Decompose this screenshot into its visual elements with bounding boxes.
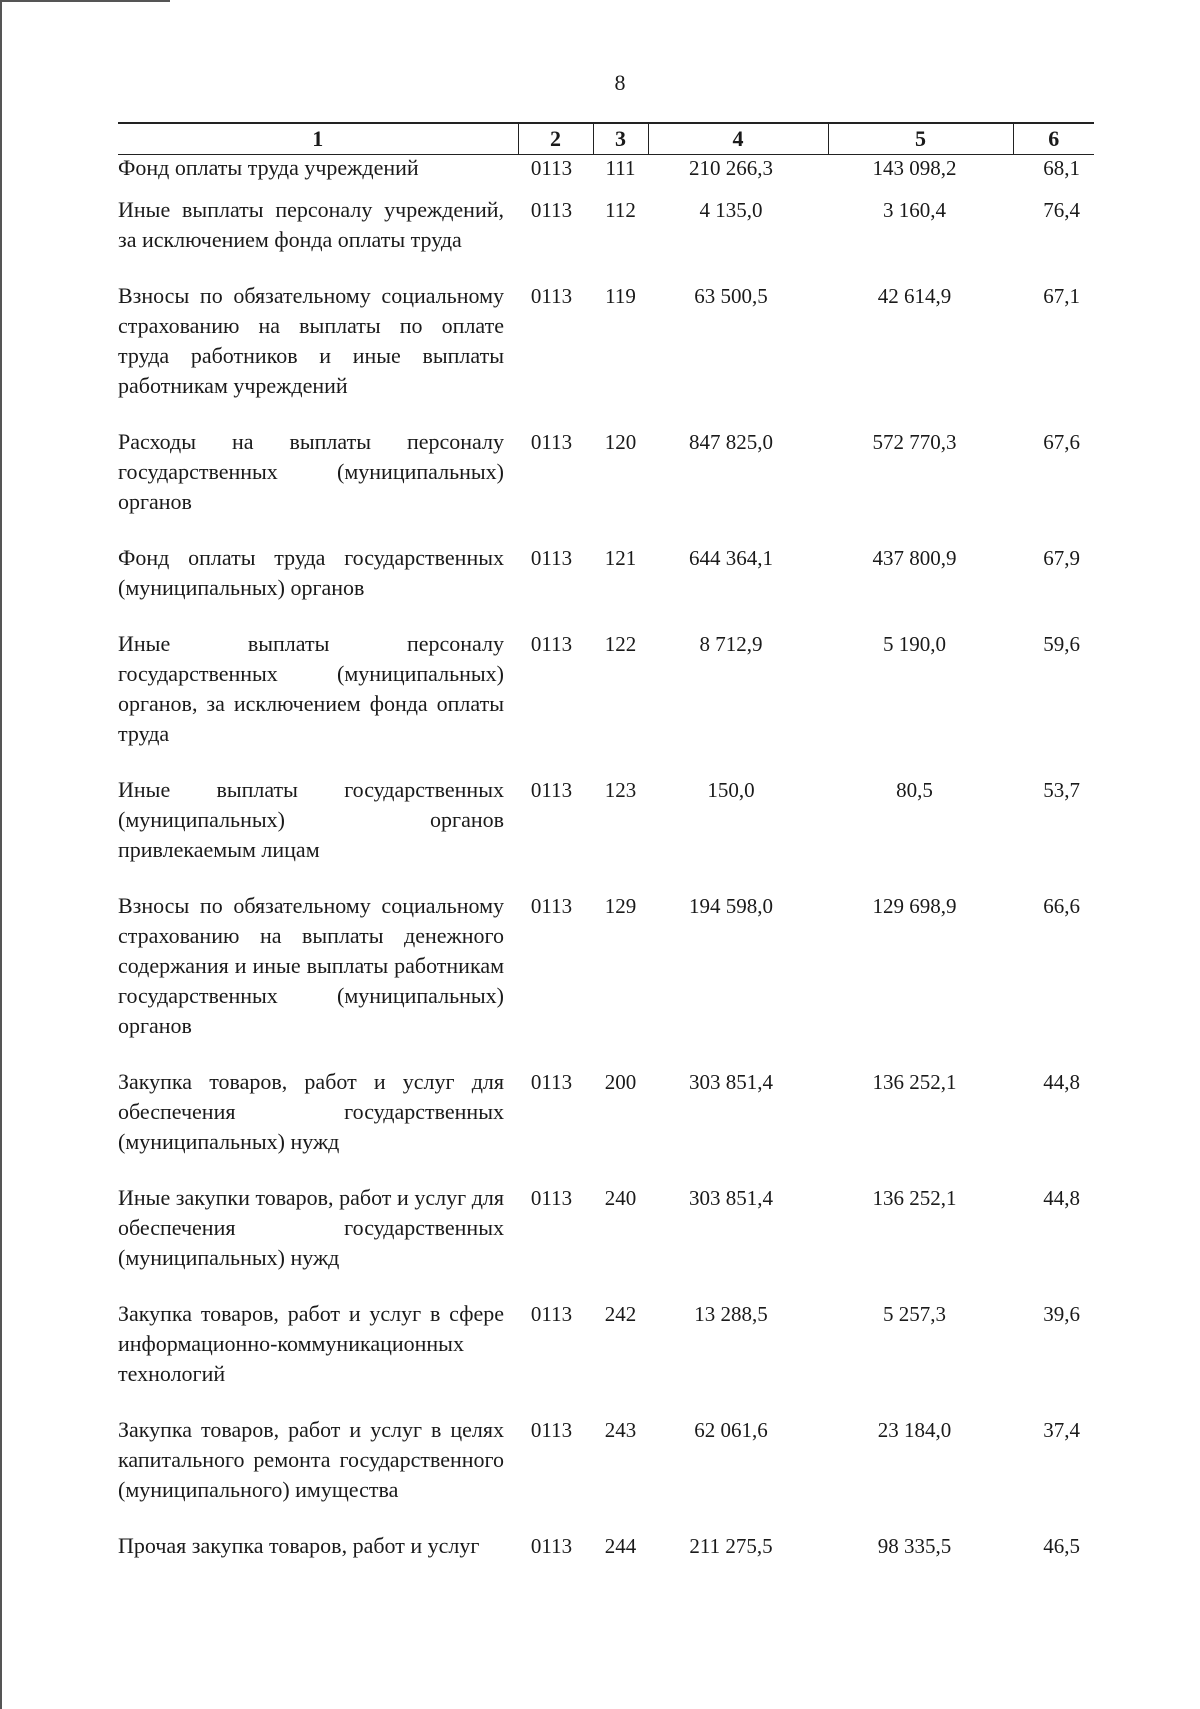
row-percent-cell <box>1013 629 1094 775</box>
row-plan-cell <box>648 195 828 281</box>
row-percent: 66,6 <box>1043 894 1080 918</box>
row-expense-type: 111 <box>605 156 636 180</box>
row-percent: 67,1 <box>1043 284 1080 308</box>
table-row <box>118 1531 1094 1587</box>
row-name: Закупка товаров, работ и услуг в сфере информационно-коммуникационных технологий <box>118 1301 504 1386</box>
row-type-cell <box>593 1299 648 1415</box>
row-percent-cell <box>1013 891 1094 1067</box>
row-section-code: 0113 <box>530 632 573 656</box>
row-section-code: 0113 <box>530 430 573 454</box>
page-number: 8 <box>614 70 626 95</box>
row-executed-cell <box>828 775 1013 891</box>
row-plan-cell <box>648 1067 828 1183</box>
row-executed-cell <box>828 1415 1013 1531</box>
scan-edge-top <box>0 0 170 2</box>
row-section-cell <box>518 427 593 543</box>
row-type-cell <box>593 1531 648 1587</box>
row-plan-amount: 62 061,6 <box>694 1418 768 1442</box>
row-percent: 76,4 <box>1043 198 1080 222</box>
row-section-cell <box>518 195 593 281</box>
row-percent-cell <box>1013 1067 1094 1183</box>
table-row <box>118 629 1094 775</box>
row-percent: 67,6 <box>1043 430 1080 454</box>
row-name-cell <box>118 1067 518 1183</box>
row-executed-amount: 129 698,9 <box>872 894 957 918</box>
row-expense-type: 200 <box>604 1070 637 1094</box>
row-section-code: 0113 <box>530 1534 573 1558</box>
row-section-code: 0113 <box>530 198 573 222</box>
row-expense-type: 120 <box>604 430 637 454</box>
header-cell-3: 3 <box>593 123 648 155</box>
row-plan-amount: 303 851,4 <box>689 1070 773 1094</box>
row-expense-type: 129 <box>604 894 637 918</box>
row-executed-amount: 5 257,3 <box>883 1302 946 1326</box>
row-section-cell <box>518 543 593 629</box>
row-plan-amount: 8 712,9 <box>699 632 763 656</box>
row-percent: 44,8 <box>1043 1186 1080 1210</box>
row-plan-amount: 13 288,5 <box>694 1302 768 1326</box>
table-row <box>118 155 1094 196</box>
row-plan-cell <box>648 543 828 629</box>
row-executed-amount: 3 160,4 <box>883 198 946 222</box>
row-section-cell <box>518 775 593 891</box>
header-cell-2: 2 <box>518 123 593 155</box>
table-row <box>118 427 1094 543</box>
row-section-code: 0113 <box>530 546 573 570</box>
row-expense-type: 242 <box>604 1302 637 1326</box>
row-expense-type: 122 <box>604 632 637 656</box>
scan-edge-left <box>0 0 2 1709</box>
row-percent: 53,7 <box>1043 778 1080 802</box>
row-expense-type: 243 <box>604 1418 637 1442</box>
row-section-cell <box>518 1183 593 1299</box>
table-row <box>118 1067 1094 1183</box>
row-section-cell <box>518 891 593 1067</box>
row-executed-cell <box>828 1531 1013 1587</box>
row-plan-amount: 847 825,0 <box>689 430 773 454</box>
row-percent-cell <box>1013 1183 1094 1299</box>
row-section-cell <box>518 1067 593 1183</box>
row-expense-type: 119 <box>605 284 636 308</box>
row-plan-cell <box>648 427 828 543</box>
row-plan-amount: 4 135,0 <box>699 198 763 222</box>
row-executed-cell <box>828 281 1013 427</box>
row-name: Фонд оплаты труда государственных (муниципальных) органов <box>118 545 504 600</box>
row-name: Прочая закупка товаров, работ и услуг <box>118 1533 480 1558</box>
table-row <box>118 1183 1094 1299</box>
row-percent: 44,8 <box>1043 1070 1080 1094</box>
row-percent: 68,1 <box>1043 156 1080 180</box>
row-plan-cell <box>648 1415 828 1531</box>
row-plan-amount: 210 266,3 <box>689 156 773 180</box>
header-cell-4: 4 <box>648 123 828 155</box>
row-name-cell <box>118 629 518 775</box>
row-name: Иные выплаты персоналу учреждений, за исключением фонда оплаты труда <box>118 197 504 252</box>
row-plan-cell <box>648 281 828 427</box>
row-name-cell <box>118 155 518 196</box>
budget-table <box>118 122 1094 1587</box>
row-name: Иные закупки товаров, работ и услуг для обеспечения государственных (муниципальных) нужд <box>118 1185 504 1270</box>
row-percent: 39,6 <box>1043 1302 1080 1326</box>
row-plan-cell <box>648 775 828 891</box>
row-percent: 67,9 <box>1043 546 1080 570</box>
row-name: Иные выплаты государственных (муниципальных) органов привлекаемым лицам <box>118 777 504 862</box>
row-section-code: 0113 <box>530 778 573 802</box>
row-plan-amount: 150,0 <box>707 778 755 802</box>
row-type-cell <box>593 629 648 775</box>
row-percent-cell <box>1013 775 1094 891</box>
row-name-cell <box>118 1531 518 1587</box>
row-expense-type: 123 <box>604 778 637 802</box>
table-row <box>118 775 1094 891</box>
table-row <box>118 1299 1094 1415</box>
row-type-cell <box>593 155 648 196</box>
row-executed-amount: 136 252,1 <box>872 1186 957 1210</box>
row-section-code: 0113 <box>530 1186 573 1210</box>
table-body <box>118 155 1094 1588</box>
row-name-cell <box>118 281 518 427</box>
row-percent-cell <box>1013 1531 1094 1587</box>
row-plan-amount: 63 500,5 <box>694 284 768 308</box>
row-percent: 37,4 <box>1043 1418 1080 1442</box>
row-executed-cell <box>828 155 1013 196</box>
row-name: Взносы по обязательному социальному страхованию на выплаты по оплате труда работников и иные выплаты работникам учреждений <box>118 283 504 398</box>
row-percent: 46,5 <box>1043 1534 1080 1558</box>
row-executed-amount: 42 614,9 <box>877 284 952 308</box>
row-plan-amount: 194 598,0 <box>689 894 773 918</box>
row-executed-amount: 437 800,9 <box>872 546 957 570</box>
row-name-cell <box>118 543 518 629</box>
row-type-cell <box>593 1067 648 1183</box>
row-plan-cell <box>648 155 828 196</box>
row-expense-type: 240 <box>604 1186 637 1210</box>
document-sheet <box>118 122 1094 1587</box>
row-type-cell <box>593 281 648 427</box>
row-name-cell <box>118 775 518 891</box>
row-expense-type: 112 <box>605 198 636 222</box>
row-section-cell <box>518 1299 593 1415</box>
row-section-code: 0113 <box>530 284 573 308</box>
row-section-cell <box>518 155 593 196</box>
row-type-cell <box>593 427 648 543</box>
row-plan-cell <box>648 629 828 775</box>
row-executed-amount: 5 190,0 <box>883 632 946 656</box>
table-header-row <box>118 123 1094 155</box>
row-name-cell <box>118 1415 518 1531</box>
row-name-cell <box>118 427 518 543</box>
table-row <box>118 1415 1094 1531</box>
row-name-cell <box>118 1183 518 1299</box>
row-plan-cell <box>648 1299 828 1415</box>
row-plan-cell <box>648 1183 828 1299</box>
row-section-cell <box>518 281 593 427</box>
row-percent-cell <box>1013 1415 1094 1531</box>
row-executed-amount: 572 770,3 <box>872 430 957 454</box>
table-header <box>118 123 1094 155</box>
row-executed-cell <box>828 427 1013 543</box>
row-executed-amount: 143 098,2 <box>872 156 957 180</box>
row-section-code: 0113 <box>530 894 573 918</box>
row-executed-amount: 80,5 <box>896 778 933 802</box>
row-executed-cell <box>828 891 1013 1067</box>
row-expense-type: 244 <box>604 1534 637 1558</box>
row-executed-amount: 23 184,0 <box>877 1418 952 1442</box>
row-section-cell <box>518 1531 593 1587</box>
row-section-cell <box>518 1415 593 1531</box>
header-cell-1: 1 <box>118 123 518 155</box>
row-section-cell <box>518 629 593 775</box>
row-type-cell <box>593 1415 648 1531</box>
row-name: Расходы на выплаты персоналу государственных (муниципальных) органов <box>118 429 504 514</box>
row-name: Закупка товаров, работ и услуг в целях капитального ремонта государственного (муниципального) имущества <box>118 1417 504 1502</box>
table-row <box>118 281 1094 427</box>
row-percent-cell <box>1013 543 1094 629</box>
row-executed-cell <box>828 543 1013 629</box>
row-section-code: 0113 <box>530 156 573 180</box>
row-plan-amount: 303 851,4 <box>689 1186 773 1210</box>
table-row <box>118 543 1094 629</box>
row-plan-cell <box>648 891 828 1067</box>
row-type-cell <box>593 775 648 891</box>
row-percent-cell <box>1013 155 1094 196</box>
row-executed-cell <box>828 1299 1013 1415</box>
table-row <box>118 195 1094 281</box>
row-executed-amount: 136 252,1 <box>872 1070 957 1094</box>
row-type-cell <box>593 195 648 281</box>
row-type-cell <box>593 543 648 629</box>
row-executed-cell <box>828 1183 1013 1299</box>
row-percent-cell <box>1013 427 1094 543</box>
row-plan-amount: 211 275,5 <box>689 1534 773 1558</box>
row-executed-cell <box>828 629 1013 775</box>
table-row <box>118 891 1094 1067</box>
row-percent-cell <box>1013 1299 1094 1415</box>
row-section-code: 0113 <box>530 1302 573 1326</box>
row-name: Взносы по обязательному социальному страхованию на выплаты денежного содержания и иные выплаты работникам государственных (муниципальных) органов <box>118 893 504 1038</box>
row-plan-amount: 644 364,1 <box>689 546 773 570</box>
row-executed-cell <box>828 1067 1013 1183</box>
row-name-cell <box>118 195 518 281</box>
row-type-cell <box>593 1183 648 1299</box>
row-name-cell <box>118 1299 518 1415</box>
row-section-code: 0113 <box>530 1070 573 1094</box>
row-expense-type: 121 <box>604 546 637 570</box>
row-name: Закупка товаров, работ и услуг для обеспечения государственных (муниципальных) нужд <box>118 1069 504 1154</box>
row-executed-amount: 98 335,5 <box>877 1534 952 1558</box>
row-name: Иные выплаты персоналу государственных (муниципальных) органов, за исключением фонда оплаты труда <box>118 631 504 746</box>
row-section-code: 0113 <box>530 1418 573 1442</box>
row-percent-cell <box>1013 281 1094 427</box>
row-percent: 59,6 <box>1043 632 1080 656</box>
row-type-cell <box>593 891 648 1067</box>
row-name-cell <box>118 891 518 1067</box>
header-cell-5: 5 <box>828 123 1013 155</box>
row-percent-cell <box>1013 195 1094 281</box>
row-name: Фонд оплаты труда учреждений <box>118 155 419 180</box>
row-executed-cell <box>828 195 1013 281</box>
row-plan-cell <box>648 1531 828 1587</box>
header-cell-6: 6 <box>1013 123 1094 155</box>
